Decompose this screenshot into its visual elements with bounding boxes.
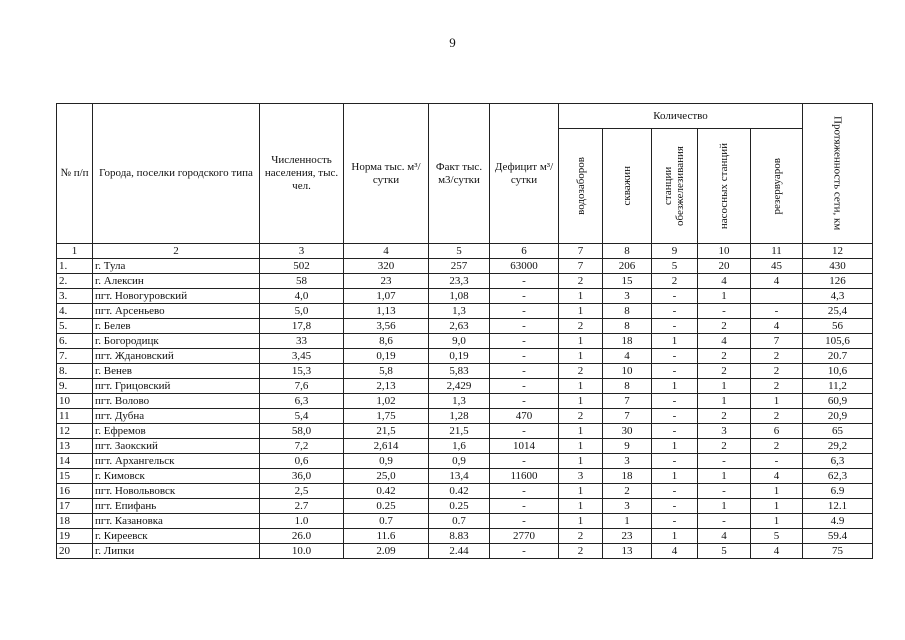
- reservoirs-cell: 1: [751, 394, 803, 409]
- row-number-cell: 2.: [57, 274, 93, 289]
- network-length-cell: 126: [803, 274, 873, 289]
- stations-cell: 1: [652, 334, 698, 349]
- wells-cell: 4: [603, 349, 652, 364]
- fact-cell: 2.44: [429, 544, 490, 559]
- deficit-cell: -: [490, 349, 559, 364]
- city-name-cell: г. Киреевск: [93, 529, 260, 544]
- network-length-cell: 56: [803, 319, 873, 334]
- city-name-cell: пгт. Волово: [93, 394, 260, 409]
- column-number: 4: [344, 244, 429, 259]
- wells-cell: 10: [603, 364, 652, 379]
- intakes-cell: 1: [559, 499, 603, 514]
- deficit-cell: -: [490, 499, 559, 514]
- norm-cell: 0,19: [344, 349, 429, 364]
- header-deficit: Дефицит м³/сутки: [490, 104, 559, 244]
- wells-cell: 23: [603, 529, 652, 544]
- row-number-cell: 7.: [57, 349, 93, 364]
- row-number-cell: 11: [57, 409, 93, 424]
- stations-cell: -: [652, 499, 698, 514]
- fact-cell: 257: [429, 259, 490, 274]
- row-number-cell: 10: [57, 394, 93, 409]
- pumps-cell: 4: [698, 334, 751, 349]
- water-supply-table: [56, 103, 873, 559]
- table-row: [57, 469, 873, 484]
- stations-cell: -: [652, 394, 698, 409]
- fact-cell: 2,63: [429, 319, 490, 334]
- reservoirs-cell: 1: [751, 484, 803, 499]
- stations-cell: -: [652, 484, 698, 499]
- pumps-cell: 1: [698, 499, 751, 514]
- pumps-cell: 5: [698, 544, 751, 559]
- stations-cell: -: [652, 349, 698, 364]
- intakes-cell: 1: [559, 439, 603, 454]
- population-cell: 6,3: [260, 394, 344, 409]
- population-cell: 0,6: [260, 454, 344, 469]
- population-cell: 5,0: [260, 304, 344, 319]
- population-cell: 58,0: [260, 424, 344, 439]
- header-population: Численность населения, тыс. чел.: [260, 104, 344, 244]
- reservoirs-cell: 4: [751, 319, 803, 334]
- page-number: 9: [449, 35, 456, 50]
- norm-cell: 25,0: [344, 469, 429, 484]
- population-cell: 26.0: [260, 529, 344, 544]
- table-row: [57, 274, 873, 289]
- header-wells: [603, 129, 652, 244]
- wells-cell: 3: [603, 289, 652, 304]
- wells-cell: 30: [603, 424, 652, 439]
- pumps-cell: 4: [698, 529, 751, 544]
- wells-cell: 7: [603, 394, 652, 409]
- norm-cell: 0.25: [344, 499, 429, 514]
- table-row: [57, 379, 873, 394]
- pumps-cell: 2: [698, 439, 751, 454]
- pumps-cell: -: [698, 514, 751, 529]
- column-number: 2: [93, 244, 260, 259]
- deficit-cell: -: [490, 319, 559, 334]
- intakes-cell: 2: [559, 274, 603, 289]
- norm-cell: 1,02: [344, 394, 429, 409]
- column-number-row: [57, 244, 873, 259]
- pumps-cell: 20: [698, 259, 751, 274]
- population-cell: 7,6: [260, 379, 344, 394]
- reservoirs-cell: -: [751, 454, 803, 469]
- reservoirs-cell: 2: [751, 364, 803, 379]
- population-cell: 7,2: [260, 439, 344, 454]
- deficit-cell: -: [490, 304, 559, 319]
- table-row: [57, 319, 873, 334]
- reservoirs-cell: 7: [751, 334, 803, 349]
- column-number: 9: [652, 244, 698, 259]
- city-name-cell: пгт. Грицовский: [93, 379, 260, 394]
- table-row: [57, 349, 873, 364]
- wells-cell: 9: [603, 439, 652, 454]
- intakes-cell: 2: [559, 319, 603, 334]
- city-name-cell: пгт. Архангельск: [93, 454, 260, 469]
- city-name-cell: г. Ефремов: [93, 424, 260, 439]
- norm-cell: 320: [344, 259, 429, 274]
- population-cell: 3,45: [260, 349, 344, 364]
- city-name-cell: г. Богородицк: [93, 334, 260, 349]
- wells-cell: 15: [603, 274, 652, 289]
- network-length-cell: 59.4: [803, 529, 873, 544]
- intakes-cell: 2: [559, 529, 603, 544]
- table-row: [57, 334, 873, 349]
- table-row: [57, 394, 873, 409]
- pumps-cell: 2: [698, 409, 751, 424]
- pumps-cell: -: [698, 454, 751, 469]
- norm-cell: 2,614: [344, 439, 429, 454]
- deficit-cell: 470: [490, 409, 559, 424]
- pumps-cell: 2: [698, 364, 751, 379]
- deficit-cell: -: [490, 424, 559, 439]
- wells-cell: 13: [603, 544, 652, 559]
- wells-cell: 8: [603, 319, 652, 334]
- intakes-cell: 1: [559, 394, 603, 409]
- deficit-cell: -: [490, 484, 559, 499]
- network-length-cell: 6,3: [803, 454, 873, 469]
- reservoirs-cell: 2: [751, 409, 803, 424]
- row-number-cell: 12: [57, 424, 93, 439]
- wells-cell: 3: [603, 499, 652, 514]
- stations-cell: -: [652, 514, 698, 529]
- pumps-cell: 1: [698, 394, 751, 409]
- pumps-cell: -: [698, 304, 751, 319]
- reservoirs-cell: 5: [751, 529, 803, 544]
- header-norm: Норма тыс. м³/сутки: [344, 104, 429, 244]
- reservoirs-cell: 45: [751, 259, 803, 274]
- fact-cell: 1,28: [429, 409, 490, 424]
- stations-cell: -: [652, 454, 698, 469]
- row-number-cell: 15: [57, 469, 93, 484]
- intakes-cell: 1: [559, 304, 603, 319]
- deficit-cell: -: [490, 394, 559, 409]
- city-name-cell: пгт. Ждановский: [93, 349, 260, 364]
- header-length: [803, 104, 873, 244]
- table-row: [57, 289, 873, 304]
- fact-cell: 0,9: [429, 454, 490, 469]
- fact-cell: 0,19: [429, 349, 490, 364]
- row-number-cell: 3.: [57, 289, 93, 304]
- pumps-cell: 1: [698, 289, 751, 304]
- population-cell: 2.7: [260, 499, 344, 514]
- wells-cell: 2: [603, 484, 652, 499]
- city-name-cell: пгт. Казановка: [93, 514, 260, 529]
- deficit-cell: 63000: [490, 259, 559, 274]
- network-length-cell: 29,2: [803, 439, 873, 454]
- header-pumps-label: насосных станций: [718, 142, 730, 230]
- reservoirs-cell: 4: [751, 469, 803, 484]
- stations-cell: 2: [652, 274, 698, 289]
- table-row: [57, 364, 873, 379]
- stations-cell: 1: [652, 439, 698, 454]
- stations-cell: 1: [652, 529, 698, 544]
- network-length-cell: 12.1: [803, 499, 873, 514]
- city-name-cell: пгт. Дубна: [93, 409, 260, 424]
- city-name-cell: пгт. Новольвовск: [93, 484, 260, 499]
- city-name-cell: пгт. Арсеньево: [93, 304, 260, 319]
- norm-cell: 2.09: [344, 544, 429, 559]
- pumps-cell: 1: [698, 379, 751, 394]
- intakes-cell: 1: [559, 379, 603, 394]
- intakes-cell: 1: [559, 424, 603, 439]
- network-length-cell: 6.9: [803, 484, 873, 499]
- table-row: [57, 439, 873, 454]
- network-length-cell: 10,6: [803, 364, 873, 379]
- column-number: 11: [751, 244, 803, 259]
- header-city: Города, поселки городского типа: [93, 104, 260, 244]
- column-number: 7: [559, 244, 603, 259]
- reservoirs-cell: 2: [751, 379, 803, 394]
- column-number: 1: [57, 244, 93, 259]
- row-number-cell: 6.: [57, 334, 93, 349]
- intakes-cell: 7: [559, 259, 603, 274]
- fact-cell: 1,3: [429, 304, 490, 319]
- deficit-cell: -: [490, 274, 559, 289]
- fact-cell: 23,3: [429, 274, 490, 289]
- deficit-cell: -: [490, 289, 559, 304]
- table-row: [57, 454, 873, 469]
- norm-cell: 1,13: [344, 304, 429, 319]
- norm-cell: 21,5: [344, 424, 429, 439]
- stations-cell: -: [652, 409, 698, 424]
- column-number: 10: [698, 244, 751, 259]
- intakes-cell: 1: [559, 454, 603, 469]
- row-number-cell: 14: [57, 454, 93, 469]
- deficit-cell: -: [490, 544, 559, 559]
- row-number-cell: 18: [57, 514, 93, 529]
- header-num: № п/п: [57, 104, 93, 244]
- norm-cell: 1,75: [344, 409, 429, 424]
- stations-cell: -: [652, 364, 698, 379]
- intakes-cell: 2: [559, 364, 603, 379]
- intakes-cell: 1: [559, 484, 603, 499]
- deficit-cell: 2770: [490, 529, 559, 544]
- deficit-cell: -: [490, 454, 559, 469]
- network-length-cell: 20.7: [803, 349, 873, 364]
- row-number-cell: 19: [57, 529, 93, 544]
- stations-cell: -: [652, 424, 698, 439]
- wells-cell: 18: [603, 469, 652, 484]
- network-length-cell: 4,3: [803, 289, 873, 304]
- reservoirs-cell: 2: [751, 439, 803, 454]
- header-quantity: Количество: [559, 104, 803, 129]
- population-cell: 2,5: [260, 484, 344, 499]
- fact-cell: 8.83: [429, 529, 490, 544]
- city-name-cell: г. Кимовск: [93, 469, 260, 484]
- norm-cell: 2,13: [344, 379, 429, 394]
- population-cell: 58: [260, 274, 344, 289]
- population-cell: 502: [260, 259, 344, 274]
- table-row: [57, 529, 873, 544]
- stations-cell: 1: [652, 379, 698, 394]
- table-row: [57, 544, 873, 559]
- header-reservoirs-label: резервуаров: [770, 157, 783, 215]
- network-length-cell: 25,4: [803, 304, 873, 319]
- header-stations: [652, 129, 698, 244]
- column-number: 8: [603, 244, 652, 259]
- wells-cell: 8: [603, 379, 652, 394]
- network-length-cell: 75: [803, 544, 873, 559]
- city-name-cell: г. Липки: [93, 544, 260, 559]
- header-wells-label: скважин: [621, 166, 633, 206]
- column-number: 12: [803, 244, 873, 259]
- column-number: 6: [490, 244, 559, 259]
- network-length-cell: 105,6: [803, 334, 873, 349]
- fact-cell: 21,5: [429, 424, 490, 439]
- stations-cell: 4: [652, 544, 698, 559]
- intakes-cell: 1: [559, 289, 603, 304]
- row-number-cell: 1.: [57, 259, 93, 274]
- stations-cell: 5: [652, 259, 698, 274]
- reservoirs-cell: 2: [751, 349, 803, 364]
- pumps-cell: 2: [698, 319, 751, 334]
- row-number-cell: 16: [57, 484, 93, 499]
- network-length-cell: 4.9: [803, 514, 873, 529]
- fact-cell: 2,429: [429, 379, 490, 394]
- network-length-cell: 65: [803, 424, 873, 439]
- header-stations-label: станции обезжелезивания: [661, 146, 686, 226]
- network-length-cell: 62,3: [803, 469, 873, 484]
- table-row: [57, 484, 873, 499]
- row-number-cell: 17: [57, 499, 93, 514]
- city-name-cell: г. Тула: [93, 259, 260, 274]
- header-fact: Факт тыс. м3/сутки: [429, 104, 490, 244]
- deficit-cell: 11600: [490, 469, 559, 484]
- fact-cell: 0.25: [429, 499, 490, 514]
- row-number-cell: 9.: [57, 379, 93, 394]
- fact-cell: 13,4: [429, 469, 490, 484]
- fact-cell: 0.7: [429, 514, 490, 529]
- row-number-cell: 5.: [57, 319, 93, 334]
- population-cell: 36,0: [260, 469, 344, 484]
- table-row: [57, 499, 873, 514]
- header-length-label: Протяженность сети, км: [831, 116, 844, 231]
- fact-cell: 5,83: [429, 364, 490, 379]
- table-row: [57, 424, 873, 439]
- population-cell: 4,0: [260, 289, 344, 304]
- deficit-cell: -: [490, 514, 559, 529]
- reservoirs-cell: -: [751, 304, 803, 319]
- pumps-cell: 4: [698, 274, 751, 289]
- stations-cell: -: [652, 319, 698, 334]
- norm-cell: 5,8: [344, 364, 429, 379]
- column-number: 5: [429, 244, 490, 259]
- stations-cell: -: [652, 289, 698, 304]
- intakes-cell: 2: [559, 544, 603, 559]
- city-name-cell: г. Алексин: [93, 274, 260, 289]
- stations-cell: -: [652, 304, 698, 319]
- table-row: [57, 514, 873, 529]
- wells-cell: 206: [603, 259, 652, 274]
- norm-cell: 0,9: [344, 454, 429, 469]
- norm-cell: 23: [344, 274, 429, 289]
- norm-cell: 0.42: [344, 484, 429, 499]
- row-number-cell: 13: [57, 439, 93, 454]
- norm-cell: 3,56: [344, 319, 429, 334]
- norm-cell: 1,07: [344, 289, 429, 304]
- fact-cell: 1,3: [429, 394, 490, 409]
- reservoirs-cell: 4: [751, 274, 803, 289]
- reservoirs-cell: 1: [751, 514, 803, 529]
- norm-cell: 8,6: [344, 334, 429, 349]
- network-length-cell: 11,2: [803, 379, 873, 394]
- column-number: 3: [260, 244, 344, 259]
- pumps-cell: 2: [698, 349, 751, 364]
- population-cell: 15,3: [260, 364, 344, 379]
- population-cell: 10.0: [260, 544, 344, 559]
- intakes-cell: 1: [559, 349, 603, 364]
- wells-cell: 18: [603, 334, 652, 349]
- intakes-cell: 1: [559, 514, 603, 529]
- header-intakes-label: водозаборов: [574, 157, 587, 215]
- intakes-cell: 1: [559, 334, 603, 349]
- wells-cell: 3: [603, 454, 652, 469]
- city-name-cell: пгт. Заокский: [93, 439, 260, 454]
- row-number-cell: 8.: [57, 364, 93, 379]
- pumps-cell: 1: [698, 469, 751, 484]
- population-cell: 33: [260, 334, 344, 349]
- wells-cell: 7: [603, 409, 652, 424]
- pumps-cell: -: [698, 484, 751, 499]
- row-number-cell: 4.: [57, 304, 93, 319]
- deficit-cell: -: [490, 364, 559, 379]
- fact-cell: 0.42: [429, 484, 490, 499]
- network-length-cell: 60,9: [803, 394, 873, 409]
- population-cell: 5,4: [260, 409, 344, 424]
- network-length-cell: 430: [803, 259, 873, 274]
- header-intakes: [559, 129, 603, 244]
- norm-cell: 0.7: [344, 514, 429, 529]
- wells-cell: 1: [603, 514, 652, 529]
- city-name-cell: г. Венев: [93, 364, 260, 379]
- reservoirs-cell: 6: [751, 424, 803, 439]
- reservoirs-cell: 4: [751, 544, 803, 559]
- row-number-cell: 20: [57, 544, 93, 559]
- reservoirs-cell: [751, 289, 803, 304]
- header-pumps: [698, 129, 751, 244]
- city-name-cell: г. Белев: [93, 319, 260, 334]
- city-name-cell: пгт. Епифань: [93, 499, 260, 514]
- norm-cell: 11.6: [344, 529, 429, 544]
- table-row: [57, 259, 873, 274]
- population-cell: 1.0: [260, 514, 344, 529]
- city-name-cell: пгт. Новогуровский: [93, 289, 260, 304]
- reservoirs-cell: 1: [751, 499, 803, 514]
- table-row: [57, 304, 873, 319]
- intakes-cell: 3: [559, 469, 603, 484]
- header-reservoirs: [751, 129, 803, 244]
- intakes-cell: 2: [559, 409, 603, 424]
- population-cell: 17,8: [260, 319, 344, 334]
- fact-cell: 1,08: [429, 289, 490, 304]
- table-row: [57, 409, 873, 424]
- fact-cell: 9,0: [429, 334, 490, 349]
- fact-cell: 1,6: [429, 439, 490, 454]
- deficit-cell: -: [490, 334, 559, 349]
- wells-cell: 8: [603, 304, 652, 319]
- deficit-cell: -: [490, 379, 559, 394]
- stations-cell: 1: [652, 469, 698, 484]
- pumps-cell: 3: [698, 424, 751, 439]
- deficit-cell: 1014: [490, 439, 559, 454]
- network-length-cell: 20,9: [803, 409, 873, 424]
